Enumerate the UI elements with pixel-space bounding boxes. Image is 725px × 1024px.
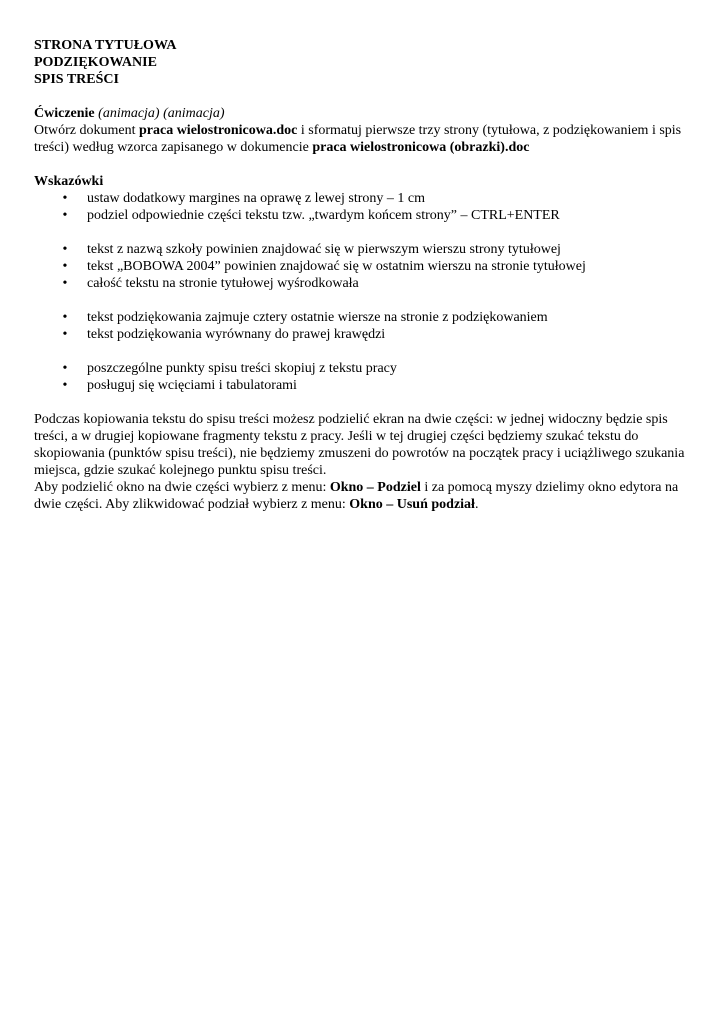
list-item — [34, 241, 694, 258]
exercise-doc-1: praca wielostronicowa.doc — [138, 123, 298, 138]
document-page — [34, 37, 694, 513]
list-item — [34, 258, 694, 275]
menu-path-remove-split: Okno – Usuń podział — [349, 497, 475, 512]
list-item — [34, 309, 694, 326]
list-item-text: całość tekstu na stronie tytułowej wyśrodkowała — [87, 276, 359, 291]
hints-list-4 — [34, 360, 694, 394]
list-item-text: tekst z nazwą szkoły powinien znajdować się w pierwszym wierszu strony tytułowej — [87, 242, 561, 257]
bullet-icon: • — [62, 242, 68, 257]
list-item — [34, 326, 694, 343]
closing-paragraph-1: Podczas kopiowania tekstu do spisu treści możesz podzielić ekran na dwie części: w jednej widoczny będzie spis treści, a w drugiej kopiowane fragmenty tekstu z pracy. Jeśli w tej drugiej części będziemy szukać tekstu do skopiowania (punktów spisu treści), nie będziemy zmuszeni do powrotów na początek pracy i uciążliwego szukania miejsca, gdzie szukać kolejnego punktu spisu treści. — [34, 412, 685, 478]
bullet-icon: • — [62, 191, 68, 206]
exercise-text-1: Otwórz dokument — [34, 123, 139, 138]
bullet-icon: • — [62, 310, 68, 325]
spacer — [34, 394, 694, 411]
list-item — [34, 377, 694, 394]
heading-table-of-contents: SPIS TREŚCI — [34, 72, 119, 87]
exercise-doc-2: praca wielostronicowa (obrazki).doc — [312, 140, 530, 155]
list-item-text: poszczególne punkty spisu treści skopiuj z tekstu pracy — [87, 361, 397, 376]
exercise-text-2: i sformatuj pierwsze trzy strony (tytułowa, z podziękowaniem i spis treści) według wzorca zapisanego w dokumencie — [34, 123, 682, 155]
heading-acknowledgement: PODZIĘKOWANIE — [34, 55, 157, 70]
list-item — [34, 207, 694, 224]
hints-list-1 — [34, 190, 694, 224]
closing-text-2: i za pomocą myszy dzielimy okno edytora na dwie części. Aby zlikwidować podział wybierz z menu: — [34, 480, 679, 512]
exercise-title: Ćwiczenie — [34, 106, 95, 121]
hints-list-2 — [34, 241, 694, 292]
list-item — [34, 190, 694, 207]
bullet-icon: • — [62, 361, 68, 376]
list-item — [34, 360, 694, 377]
list-item-text: tekst podziękowania wyrównany do prawej krawędzi — [87, 327, 386, 342]
bullet-icon: • — [62, 259, 68, 274]
bullet-icon: • — [62, 378, 68, 393]
list-item — [34, 275, 694, 292]
spacer — [34, 292, 694, 309]
menu-path-split: Okno – Podziel — [329, 480, 421, 495]
hints-title: Wskazówki — [34, 174, 104, 189]
list-item-text: posługuj się wcięciami i tabulatorami — [87, 378, 297, 393]
spacer — [34, 156, 694, 173]
list-item-text: ustaw dodatkowy margines na oprawę z lewej strony – 1 cm — [87, 191, 425, 206]
list-item-text: tekst podziękowania zajmuje cztery ostatnie wiersze na stronie z podziękowaniem — [87, 310, 548, 325]
spacer — [34, 224, 694, 241]
exercise-instructions — [34, 122, 694, 156]
spacer — [34, 88, 694, 105]
closing-text-3: . — [474, 497, 479, 512]
list-item-text: podziel odpowiednie części tekstu tzw. „twardym końcem strony” – CTRL+ENTER — [87, 208, 560, 223]
heading-block — [34, 37, 694, 88]
closing-paragraph-2 — [34, 479, 694, 513]
bullet-icon: • — [62, 327, 68, 342]
hints-list-3 — [34, 309, 694, 343]
exercise-title-suffix: (animacja) (animacja) — [94, 106, 225, 121]
spacer — [34, 343, 694, 360]
bullet-icon: • — [62, 208, 68, 223]
exercise-title-line — [34, 105, 694, 122]
closing-text-1: Aby podzielić okno na dwie części wybierz z menu: — [34, 480, 330, 495]
heading-title-page: STRONA TYTUŁOWA — [34, 38, 177, 53]
list-item-text: tekst „BOBOWA 2004” powinien znajdować się w ostatnim wierszu na stronie tytułowej — [87, 259, 586, 274]
bullet-icon: • — [62, 276, 68, 291]
